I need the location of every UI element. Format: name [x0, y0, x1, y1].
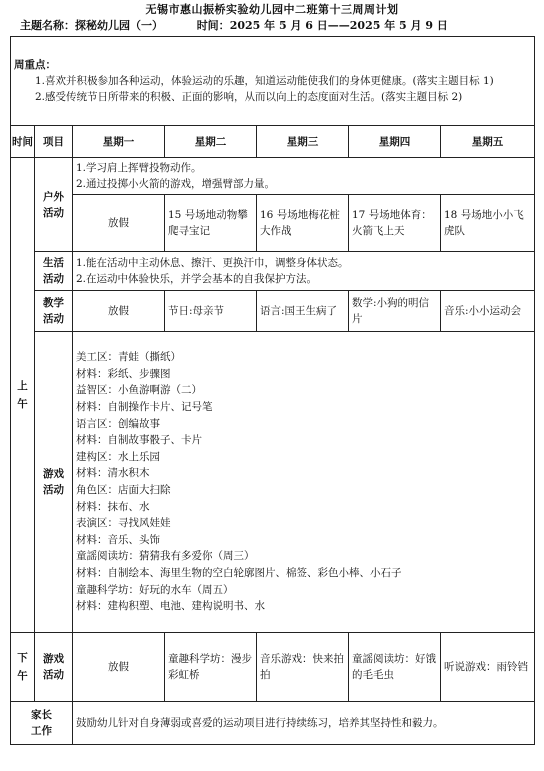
morning-label: 上午 [11, 158, 35, 633]
life-label: 生活活动 [35, 252, 73, 291]
games-line: 材料：自制绘本、海里生物的空白轮廓图片、棉签、彩色小棒、小石子 [76, 566, 402, 579]
header-item: 项目 [35, 126, 73, 158]
teaching-thu: 数学:小狗的明信片 [349, 291, 441, 332]
teaching-fri: 音乐:小小运动会 [441, 291, 535, 332]
time-label: 时间： [196, 19, 230, 32]
teaching-tue: 节日:母亲节 [165, 291, 257, 332]
outdoor-wed: 16 号场地梅花桩大作战 [257, 195, 349, 252]
games-label: 游戏活动 [35, 332, 73, 633]
games-list [73, 332, 535, 633]
parents-label: 家长工作 [11, 702, 73, 745]
theme-label: 主题名称： [20, 19, 75, 32]
parents-text: 鼓励幼儿针对自身薄弱或喜爱的运动项目进行持续练习，培养其坚持性和毅力。 [73, 702, 535, 745]
games-line: 材料：音乐、头饰 [76, 533, 160, 546]
header-day: 星期四 [349, 126, 441, 158]
afternoon-label: 下午 [11, 633, 35, 702]
outdoor-goals [73, 158, 535, 195]
outdoor-label: 户外活动 [35, 158, 73, 252]
games-line: 材料：抹布、水 [76, 500, 150, 513]
games-line: 材料：自制操作卡片、记号笔 [76, 401, 213, 414]
games-line: 表演区：寻找风娃娃 [76, 517, 171, 530]
life-goal: 1.能在活动中主动休息、擦汗、更换汗巾，调整身体状态。 [76, 257, 349, 269]
outdoor-tue: 15 号场地动物攀爬寻宝记 [165, 195, 257, 252]
games-line: 材料：清水积木 [76, 467, 150, 480]
header-day: 星期五 [441, 126, 535, 158]
header-time: 时间 [11, 126, 35, 158]
teaching-wed: 语言:国王生病了 [257, 291, 349, 332]
pm-fri: 听说游戏：雨铃铛 [441, 633, 535, 702]
teaching-mon: 放假 [73, 291, 165, 332]
teaching-label: 教学活动 [35, 291, 73, 332]
header-day: 星期二 [165, 126, 257, 158]
games-line: 美工区：青蛙（撕纸） [76, 351, 181, 364]
games-line: 材料：彩纸、步骤图 [76, 367, 171, 380]
games-line: 材料：自制故事骰子、卡片 [76, 434, 202, 447]
games-line: 童謡阅读坊：猜猜我有多爱你（周三） [76, 550, 255, 563]
pm-thu: 童謡阅读坊：好饿的毛毛虫 [349, 633, 441, 702]
pm-mon: 放假 [73, 633, 165, 702]
life-goals [73, 252, 535, 291]
weekly-plan-table [10, 36, 535, 745]
outdoor-thu: 17 号场地体育：火箭飞上天 [349, 195, 441, 252]
games-line: 角色区：店面大扫除 [76, 484, 171, 496]
header-row [11, 126, 535, 158]
outdoor-goal: 1.学习肩上挥臂投物动作。 [76, 162, 202, 174]
focus-item: 2.感受传统节日所带来的积极、正面的影响，从而以向上的态度面对生活。(落实主题目标 2) [35, 91, 463, 103]
outdoor-fri: 18 号场地小小飞虎队 [441, 195, 535, 252]
life-goal: 2.在运动中体验快乐，并学会基本的自我保护方法。 [76, 273, 318, 285]
theme-value: 探秘幼儿园（一） [75, 19, 163, 32]
focus-item: 1.喜欢并积极参加各种运动，体验运动的乐趣，知道运动能使我们的身体更健康。(落实主题目标 1) [35, 75, 494, 87]
games-line: 建构区：水上乐园 [76, 450, 160, 463]
outdoor-mon: 放假 [73, 195, 165, 252]
time-value: 2025 年 5 月 6 日——2025 年 5 月 9 日 [229, 19, 448, 32]
games-line: 语言区：创编故事 [76, 417, 160, 430]
pm-tue: 童趣科学坊：漫步彩虹桥 [165, 633, 257, 702]
header-day: 星期三 [257, 126, 349, 158]
pm-wed: 音乐游戏：快来拍拍 [257, 633, 349, 702]
outdoor-goal: 2.通过投掷小火箭的游戏，增强臂部力量。 [76, 178, 276, 190]
games-line: 材料：建构积塑、电池、建构说明书、水 [76, 600, 265, 613]
plan-subtitle [20, 18, 540, 34]
pm-games-label: 游戏活动 [35, 633, 73, 702]
focus-label: 周重点： [14, 59, 56, 71]
header-day: 星期一 [73, 126, 165, 158]
week-focus [11, 37, 535, 126]
games-line: 益智区：小鱼游啊游（二） [76, 384, 202, 397]
page-title: 无锡市惠山振桥实验幼儿园中二班第十三周周计划 [145, 3, 399, 16]
games-line: 童趣科学坊：好玩的水车（周五） [76, 583, 234, 596]
